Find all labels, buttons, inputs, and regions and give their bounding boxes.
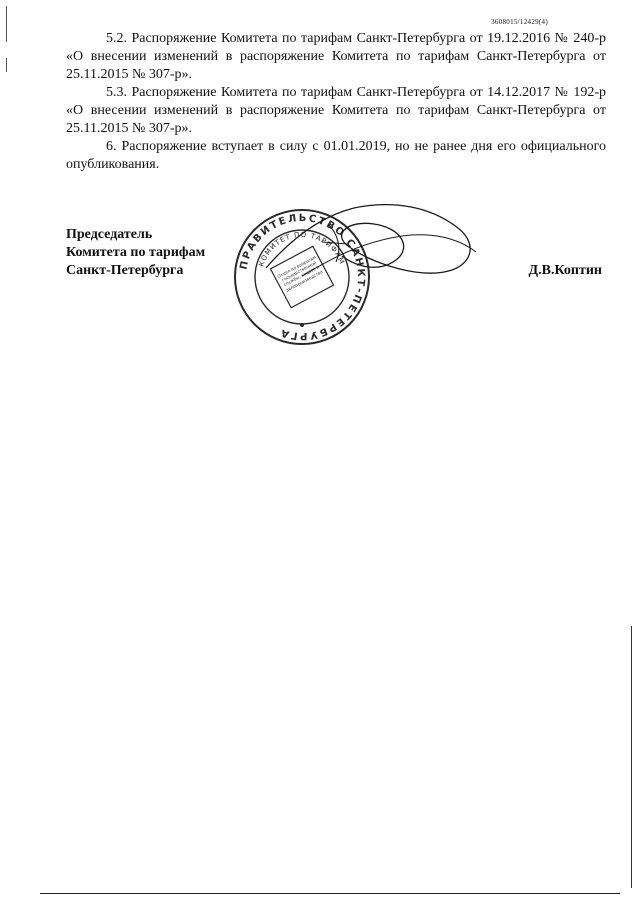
document-code: 3608015/12429(4): [491, 18, 548, 26]
stamp-outer-text: ПРАВИТЕЛЬСТВО САНКТ-ПЕТЕРБУРГА: [238, 212, 367, 342]
paragraph-5-3: 5.3. Распоряжение Комитета по тарифам Санкт-Петербурга от 14.12.2017 № 192-р «О внесении изменений в распоряжение Комитета по тарифам Санкт-Петербурга от 25.11.2015 № 307-р».: [66, 85, 606, 136]
signer-title-line: Санкт-Петербурга: [66, 263, 184, 278]
stamp-inner-text: КОМИТЕТ ПО ТАРИФАМ: [257, 230, 346, 268]
paragraph-5-2: 5.2. Распоряжение Комитета по тарифам Санкт-Петербурга от 19.12.2016 № 240-р «О внесении изменений в распоряжение Комитета по тарифам Санкт-Петербурга от 25.11.2015 № 307-р».: [66, 31, 606, 82]
signer-title-line: Комитета по тарифам: [66, 245, 206, 260]
scan-edge-mark: [631, 626, 632, 888]
paragraph-6: 6. Распоряжение вступает в силу с 01.01.2019, но не ранее дня его официального опубликования.: [66, 139, 606, 172]
scan-edge-mark: [6, 58, 7, 72]
signer-name: Д.В.Коптин: [528, 263, 602, 278]
scan-edge-mark: [6, 6, 7, 42]
stamp-dot: [300, 323, 304, 327]
handwritten-signature: [262, 198, 484, 294]
signer-title-line: Председатель: [66, 227, 153, 242]
document-body: [66, 30, 606, 174]
stamp-center-text: Отдел по вопросам государственной службы, кадров и делопроизводства: [276, 254, 324, 293]
bottom-scan-line: [40, 893, 620, 894]
